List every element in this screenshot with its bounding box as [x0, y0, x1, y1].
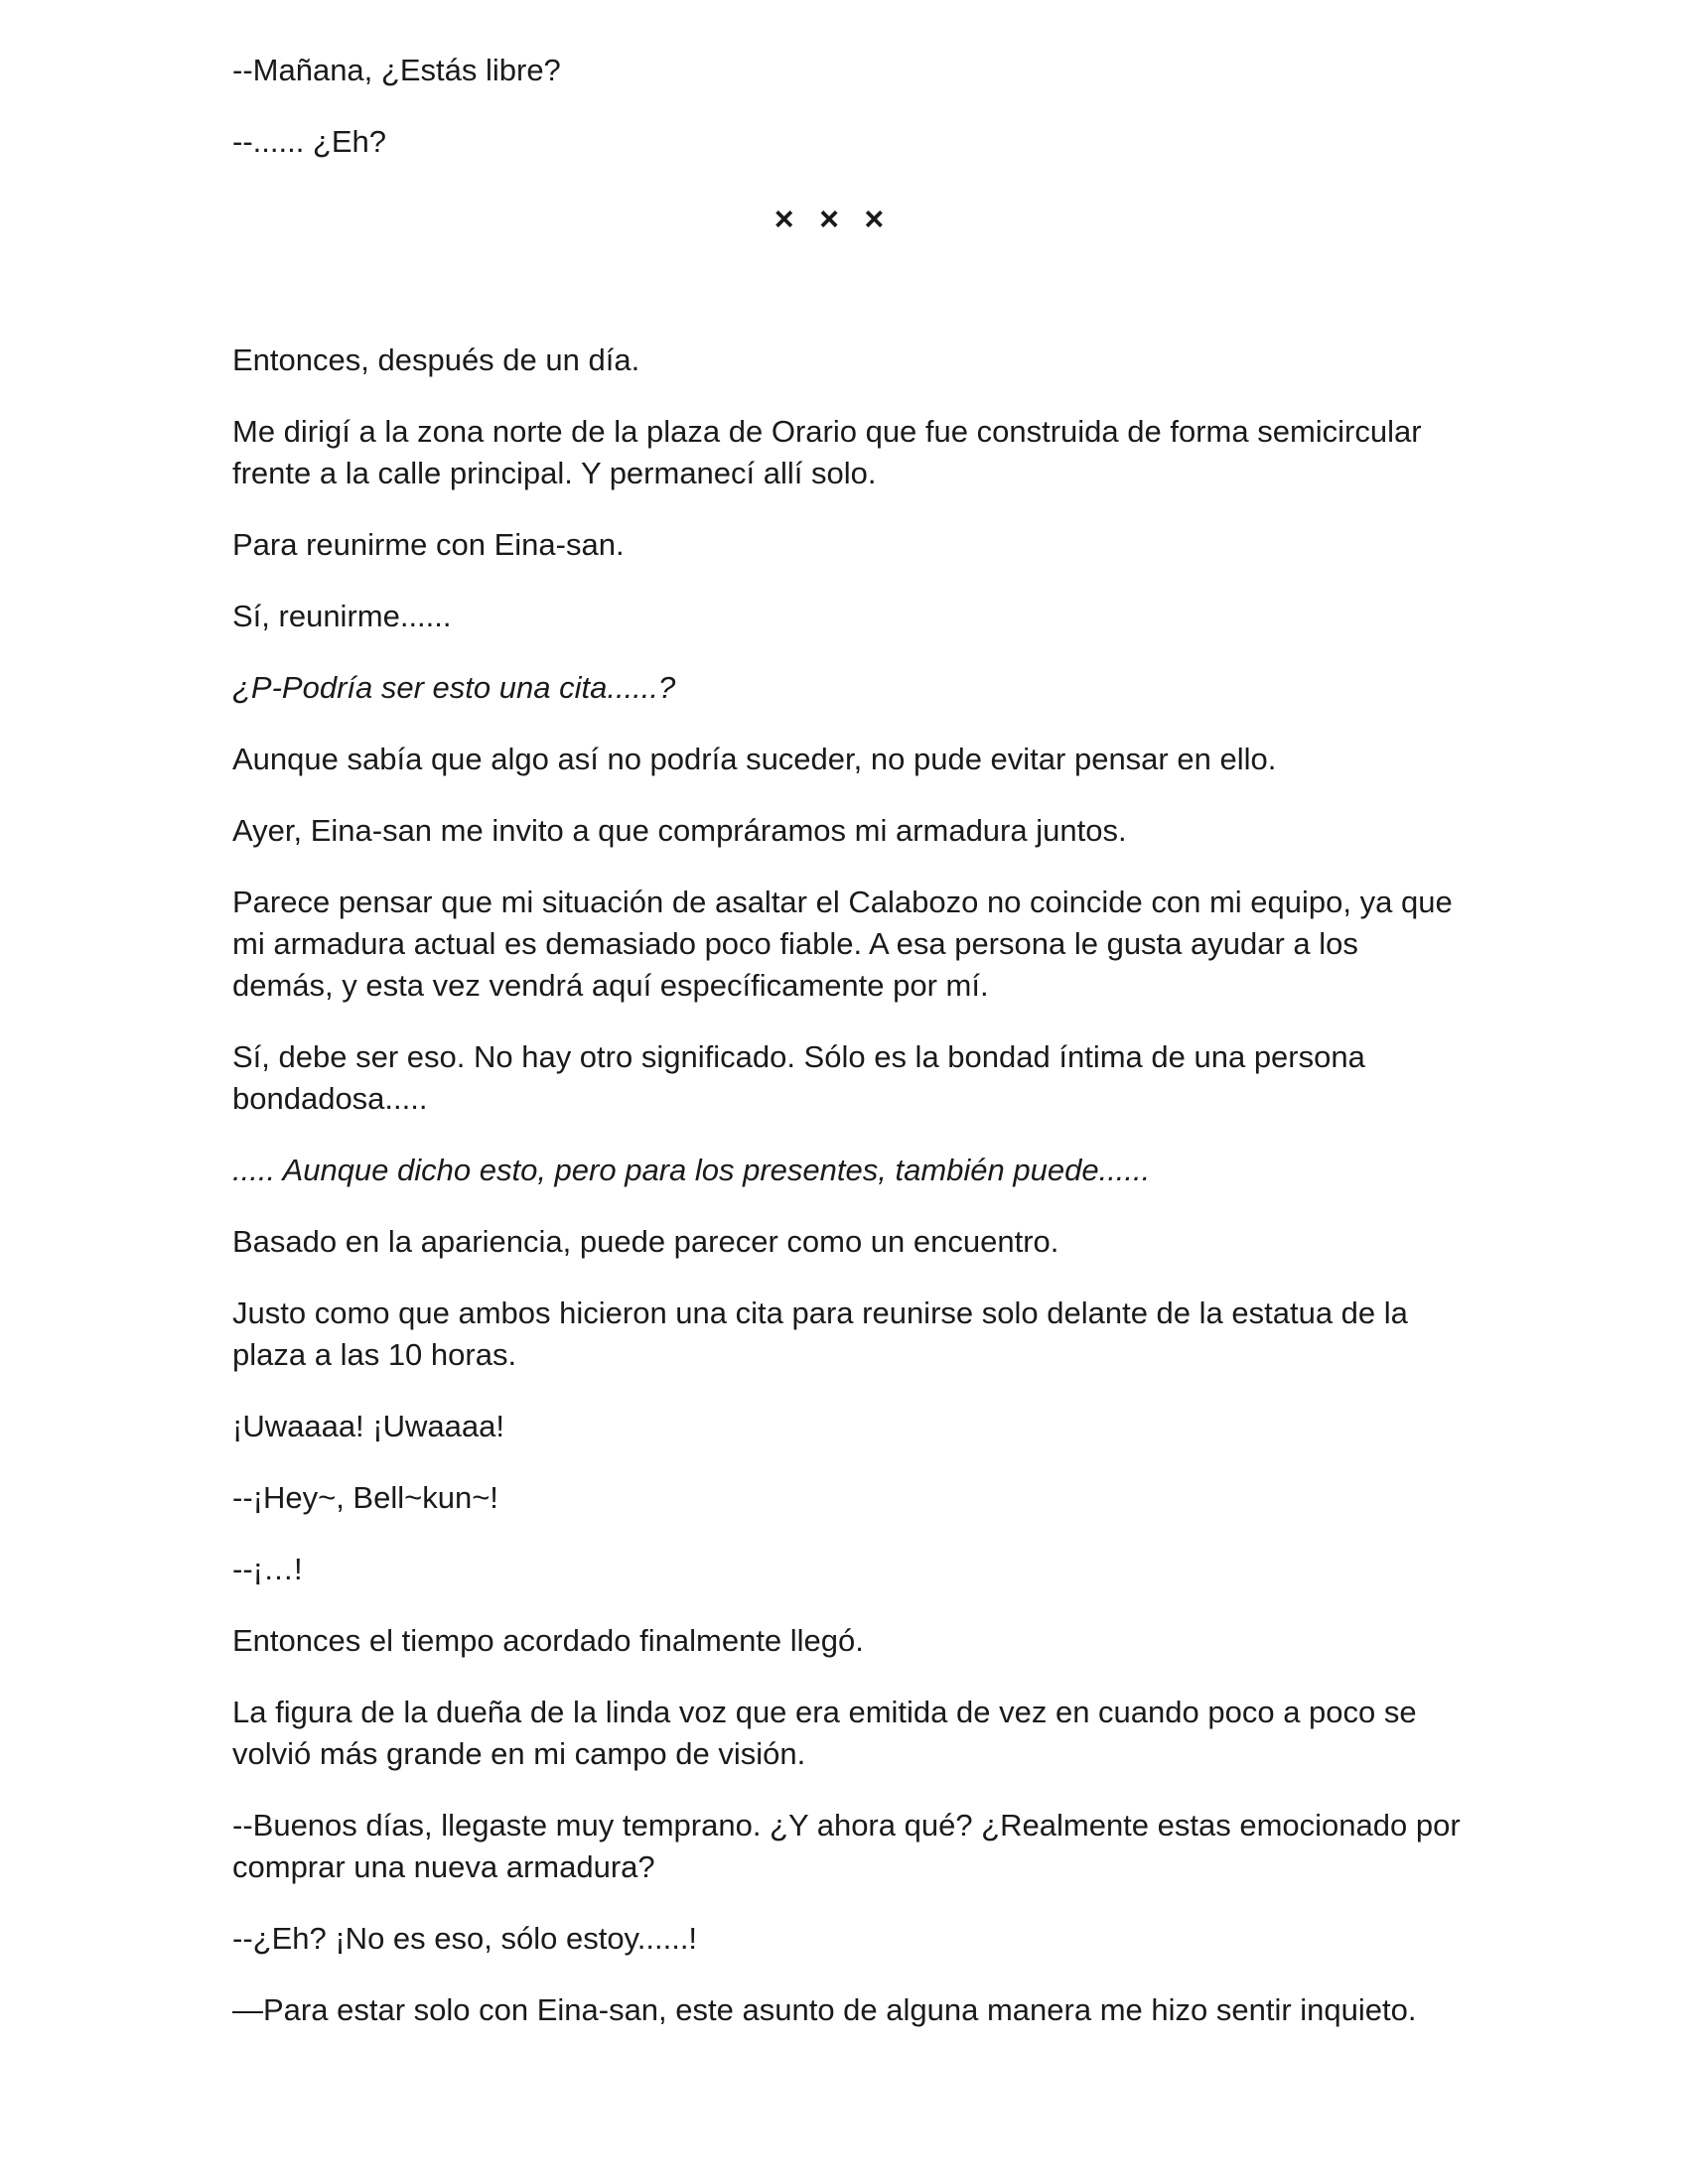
dialogue-line: --¡Hey~, Bell~kun~! — [232, 1480, 498, 1515]
dialogue-line: --¿Eh? ¡No es eso, sólo estoy......! — [232, 1921, 698, 1956]
paragraph: ¡Uwaaaa! ¡Uwaaaa! — [232, 1409, 504, 1443]
dialogue-line: --...... ¿Eh? — [232, 124, 387, 159]
paragraph: Sí, debe ser eso. No hay otro significado. Sólo es la bondad íntima de una persona bondadosa..... — [232, 1039, 1365, 1116]
paragraph: Sí, reunirme...... — [232, 599, 452, 633]
paragraph: Justo como que ambos hicieron una cita para reunirse solo delante de la estatua de la plaza a las 10 horas. — [232, 1296, 1408, 1372]
paragraph: Entonces, después de un día. — [232, 342, 640, 377]
paragraph: La figura de la dueña de la linda voz que era emitida de vez en cuando poco a poco se volvió más grande en mi campo de visión. — [232, 1695, 1417, 1771]
paragraph: Parece pensar que mi situación de asaltar el Calabozo no coincide con mi equipo, ya que mi armadura actual es demasiado poco fiable. A esa persona le gusta ayudar a los demás, y esta vez vendrá aquí específicamente por mí. — [232, 885, 1453, 1003]
paragraph: Me dirigí a la zona norte de la plaza de Orario que fue construida de forma semicircular frente a la calle principal. Y permanecí allí solo. — [232, 414, 1422, 490]
paragraph: Aunque sabía que algo así no podría suceder, no pude evitar pensar en ello. — [232, 742, 1277, 776]
paragraph-italic: ..... Aunque dicho esto, pero para los presentes, también puede...... — [232, 1153, 1151, 1187]
document-page — [232, 50, 1464, 2061]
section-separator: × × × — [774, 201, 893, 238]
paragraph: Basado en la apariencia, puede parecer como un encuentro. — [232, 1224, 1059, 1259]
paragraph: Ayer, Eina-san me invito a que compráramos mi armadura juntos. — [232, 813, 1127, 848]
dialogue-line: --Mañana, ¿Estás libre? — [232, 53, 561, 87]
paragraph-italic: ¿P-Podría ser esto una cita......? — [232, 670, 676, 705]
dialogue-line: --Buenos días, llegaste muy temprano. ¿Y ahora qué? ¿Realmente estas emocionado por comprar una nueva armadura? — [232, 1808, 1461, 1884]
paragraph: Entonces el tiempo acordado finalmente llegó. — [232, 1623, 864, 1658]
paragraph: Para reunirme con Eina-san. — [232, 527, 625, 562]
paragraph: —Para estar solo con Eina-san, este asunto de alguna manera me hizo sentir inquieto. — [232, 1992, 1417, 2027]
dialogue-line: --¡…! — [232, 1552, 303, 1586]
